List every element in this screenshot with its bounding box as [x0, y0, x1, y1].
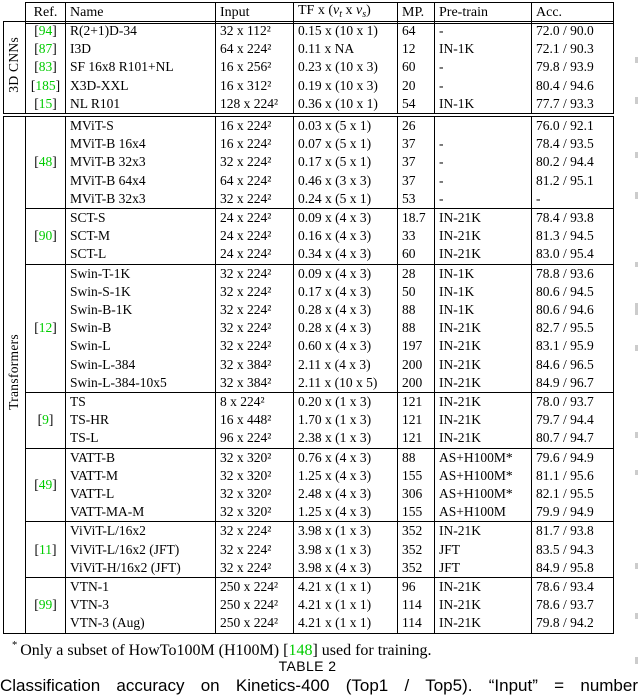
model-name-cell: R(2+1)D-34: [66, 22, 216, 41]
table-row: [4, 264, 614, 283]
pretrain-dataset-cell: AS+H100M*: [435, 485, 532, 503]
input-size-cell: 32 x 224²: [216, 559, 294, 578]
table-row: [4, 356, 614, 374]
page-edge-artifact: [635, 432, 638, 438]
param-count-cell: 88: [398, 301, 435, 319]
section-label-text: Transformers: [6, 334, 22, 411]
citation-link[interactable]: 49: [38, 476, 53, 492]
param-count-cell: 197: [398, 337, 435, 355]
page-edge-artifact: [635, 345, 638, 351]
table-row: [4, 58, 614, 76]
model-name-cell: Swin-B: [66, 319, 216, 337]
param-count-cell: 20: [398, 77, 435, 95]
table-footnote: [12, 636, 612, 660]
header-tf-part: TF x (: [298, 3, 333, 18]
ref-cell: [11]: [26, 522, 66, 578]
model-name-cell: TS: [66, 393, 216, 412]
input-size-cell: 32 x 224²: [216, 301, 294, 319]
param-count-cell: 37: [398, 153, 435, 171]
input-size-cell: 32 x 224²: [216, 190, 294, 209]
tflops-views-cell: 0.17 x (4 x 3): [294, 283, 398, 301]
tflops-views-cell: 0.17 x (5 x 1): [294, 153, 398, 171]
ref-cell: [9]: [26, 393, 66, 449]
pretrain-dataset-cell: IN-21K: [435, 578, 532, 597]
pretrain-dataset-cell: IN-21K: [435, 614, 532, 633]
accuracy-cell: 80.6 / 94.5: [532, 283, 614, 301]
table-caption: Classification accuracy on Kinetics-400 (Top1 / Top5). “Input” = number: [0, 676, 638, 695]
accuracy-cell: 80.4 / 94.6: [532, 77, 614, 95]
param-count-cell: 121: [398, 393, 435, 412]
param-count-cell: 155: [398, 467, 435, 485]
accuracy-cell: 84.9 / 95.8: [532, 559, 614, 578]
table-row: [4, 411, 614, 429]
accuracy-cell: 80.6 / 94.6: [532, 301, 614, 319]
input-size-cell: 128 x 224²: [216, 95, 294, 114]
model-name-cell: NL R101: [66, 95, 216, 114]
input-size-cell: 32 x 224²: [216, 319, 294, 337]
input-size-cell: 64 x 224²: [216, 40, 294, 58]
citation-link[interactable]: 87: [38, 41, 53, 57]
accuracy-cell: 79.6 / 94.9: [532, 448, 614, 467]
input-size-cell: 32 x 320²: [216, 467, 294, 485]
tflops-views-cell: 4.21 x (1 x 1): [294, 596, 398, 614]
model-name-cell: VATT-MA-M: [66, 503, 216, 522]
table-row: [4, 227, 614, 245]
pretrain-dataset-cell: IN-21K: [435, 337, 532, 355]
accuracy-cell: 80.2 / 94.4: [532, 153, 614, 171]
ref-cell: [12]: [26, 264, 66, 392]
accuracy-cell: 84.9 / 96.7: [532, 374, 614, 393]
page-edge-artifact: [635, 97, 638, 104]
param-count-cell: 306: [398, 485, 435, 503]
pretrain-dataset-cell: [435, 117, 532, 136]
input-size-cell: 32 x 224²: [216, 522, 294, 541]
pretrain-dataset-cell: IN-21K: [435, 411, 532, 429]
tflops-views-cell: 1.70 x (1 x 3): [294, 411, 398, 429]
accuracy-cell: 77.7 / 93.3: [532, 95, 614, 114]
accuracy-cell: 78.6 / 93.4: [532, 578, 614, 597]
param-count-cell: 155: [398, 503, 435, 522]
model-name-cell: VTN-3 (Aug): [66, 614, 216, 633]
tflops-views-cell: 0.16 x (4 x 3): [294, 227, 398, 245]
header-tf-part: ): [366, 3, 371, 18]
header-mp: MP.: [398, 3, 435, 24]
input-size-cell: 32 x 224²: [216, 264, 294, 283]
input-size-cell: 8 x 224²: [216, 393, 294, 412]
header-name: Name: [66, 3, 216, 24]
tflops-views-cell: 0.20 x (1 x 3): [294, 393, 398, 412]
input-size-cell: 32 x 224²: [216, 541, 294, 559]
tflops-views-cell: 0.03 x (5 x 1): [294, 117, 398, 136]
accuracy-cell: 72.0 / 90.0: [532, 22, 614, 41]
param-count-cell: 37: [398, 135, 435, 153]
tflops-views-cell: 2.11 x (4 x 3): [294, 356, 398, 374]
model-name-cell: SCT-M: [66, 227, 216, 245]
table-row: [4, 374, 614, 393]
model-name-cell: SCT-L: [66, 245, 216, 264]
tflops-views-cell: 3.98 x (1 x 3): [294, 541, 398, 559]
citation-link[interactable]: 99: [38, 597, 53, 613]
input-size-cell: 16 x 224²: [216, 117, 294, 136]
accuracy-cell: 72.1 / 90.3: [532, 40, 614, 58]
model-name-cell: X3D-XXL: [66, 77, 216, 95]
input-size-cell: 32 x 224²: [216, 337, 294, 355]
tflops-views-cell: 0.34 x (4 x 3): [294, 245, 398, 264]
param-count-cell: 60: [398, 245, 435, 264]
param-count-cell: 60: [398, 58, 435, 76]
model-name-cell: MViT-B 64x4: [66, 172, 216, 190]
tflops-views-cell: 3.98 x (1 x 3): [294, 522, 398, 541]
pretrain-dataset-cell: IN-21K: [435, 596, 532, 614]
citation-link[interactable]: 11: [39, 541, 52, 557]
header-pretrain: Pre-train: [435, 3, 532, 24]
tflops-views-cell: 0.19 x (10 x 3): [294, 77, 398, 95]
input-size-cell: 16 x 448²: [216, 411, 294, 429]
footnote-asterisk: *: [12, 640, 18, 651]
header-tf-part: v: [356, 3, 363, 18]
param-count-cell: 88: [398, 319, 435, 337]
param-count-cell: 114: [398, 614, 435, 633]
accuracy-cell: 78.8 / 93.6: [532, 264, 614, 283]
ref-cell: [94]: [26, 22, 66, 41]
accuracy-cell: 81.1 / 95.6: [532, 467, 614, 485]
pretrain-dataset-cell: IN-21K: [435, 393, 532, 412]
section-side-label: [4, 117, 26, 634]
model-name-cell: VATT-M: [66, 467, 216, 485]
table-row: [4, 153, 614, 171]
ref-cell: [99]: [26, 578, 66, 634]
footnote-text-post: ] used for training.: [312, 642, 432, 659]
model-name-cell: ViViT-H/16x2 (JFT): [66, 559, 216, 578]
table-row: [4, 190, 614, 209]
table-row: [4, 22, 614, 41]
pretrain-dataset-cell: -: [435, 190, 532, 209]
param-count-cell: 18.7: [398, 209, 435, 228]
table-row: [4, 467, 614, 485]
model-name-cell: SF 16x8 R101+NL: [66, 58, 216, 76]
accuracy-cell: 82.7 / 95.5: [532, 319, 614, 337]
accuracy-cell: -: [532, 190, 614, 209]
citation-link[interactable]: 94: [38, 23, 53, 38]
pretrain-dataset-cell: -: [435, 58, 532, 76]
page-edge-artifact: [635, 152, 638, 158]
ref-cell: [15]: [26, 95, 66, 114]
input-size-cell: 32 x 384²: [216, 356, 294, 374]
tflops-views-cell: 0.24 x (5 x 1): [294, 190, 398, 209]
accuracy-cell: 83.5 / 94.3: [532, 541, 614, 559]
accuracy-cell: 84.6 / 96.5: [532, 356, 614, 374]
table-row: [4, 448, 614, 467]
header-tf-part: s: [362, 9, 367, 20]
model-name-cell: MViT-B 32x3: [66, 153, 216, 171]
accuracy-cell: 81.7 / 93.8: [532, 522, 614, 541]
accuracy-cell: 82.1 / 95.5: [532, 485, 614, 503]
ref-cell: [48]: [26, 117, 66, 209]
tflops-views-cell: 4.21 x (1 x 1): [294, 578, 398, 597]
tflops-views-cell: 0.09 x (4 x 3): [294, 209, 398, 228]
header-input: Input: [216, 3, 294, 24]
table-row: [4, 209, 614, 228]
tflops-views-cell: 0.46 x (3 x 3): [294, 172, 398, 190]
param-count-cell: 200: [398, 374, 435, 393]
tflops-views-cell: 0.60 x (4 x 3): [294, 337, 398, 355]
param-count-cell: 12: [398, 40, 435, 58]
pretrain-dataset-cell: -: [435, 153, 532, 171]
model-name-cell: TS-L: [66, 429, 216, 448]
accuracy-cell: 83.1 / 95.9: [532, 337, 614, 355]
input-size-cell: 32 x 224²: [216, 283, 294, 301]
model-name-cell: MViT-B 16x4: [66, 135, 216, 153]
pretrain-dataset-cell: AS+H100M*: [435, 448, 532, 467]
tflops-views-cell: 2.38 x (1 x 3): [294, 429, 398, 448]
citation-link[interactable]: 185: [35, 77, 56, 93]
transformers-section-table: [3, 116, 614, 634]
page-edge-artifact: [635, 57, 638, 63]
accuracy-cell: 79.8 / 94.2: [532, 614, 614, 633]
pretrain-dataset-cell: IN-1K: [435, 40, 532, 58]
tflops-views-cell: 0.09 x (4 x 3): [294, 264, 398, 283]
input-size-cell: 96 x 224²: [216, 429, 294, 448]
tflops-views-cell: 1.25 x (4 x 3): [294, 467, 398, 485]
param-count-cell: 26: [398, 117, 435, 136]
input-size-cell: 250 x 224²: [216, 614, 294, 633]
pretrain-dataset-cell: IN-1K: [435, 264, 532, 283]
model-name-cell: ViViT-L/16x2 (JFT): [66, 541, 216, 559]
param-count-cell: 28: [398, 264, 435, 283]
param-count-cell: 96: [398, 578, 435, 597]
accuracy-cell: 83.0 / 95.4: [532, 245, 614, 264]
pretrain-dataset-cell: JFT: [435, 541, 532, 559]
model-name-cell: VTN-1: [66, 578, 216, 597]
header-row: [26, 3, 614, 24]
model-name-cell: VTN-3: [66, 596, 216, 614]
table-row: [4, 578, 614, 597]
accuracy-cell: 78.4 / 93.5: [532, 135, 614, 153]
table-row: [4, 95, 614, 114]
pretrain-dataset-cell: IN-1K: [435, 283, 532, 301]
model-name-cell: Swin-S-1K: [66, 283, 216, 301]
tflops-views-cell: 0.28 x (4 x 3): [294, 301, 398, 319]
tflops-views-cell: 3.98 x (4 x 3): [294, 559, 398, 578]
tflops-views-cell: 0.23 x (10 x 3): [294, 58, 398, 76]
param-count-cell: 121: [398, 429, 435, 448]
input-size-cell: 64 x 224²: [216, 172, 294, 190]
tflops-views-cell: 0.11 x NA: [294, 40, 398, 58]
pretrain-dataset-cell: IN-1K: [435, 301, 532, 319]
accuracy-cell: 79.8 / 93.9: [532, 58, 614, 76]
pretrain-dataset-cell: IN-21K: [435, 209, 532, 228]
pretrain-dataset-cell: -: [435, 135, 532, 153]
tflops-views-cell: 0.28 x (4 x 3): [294, 319, 398, 337]
table-row: [4, 301, 614, 319]
header-acc: Acc.: [532, 3, 614, 24]
ref-cell: [83]: [26, 58, 66, 76]
model-name-cell: ViViT-L/16x2: [66, 522, 216, 541]
citation-link[interactable]: 83: [38, 59, 53, 75]
param-count-cell: 200: [398, 356, 435, 374]
page-edge-artifact: [635, 262, 638, 267]
table-row: [4, 614, 614, 633]
input-size-cell: 24 x 224²: [216, 227, 294, 245]
param-count-cell: 54: [398, 95, 435, 114]
table-number-label: TABLE 2: [278, 658, 337, 674]
citation-link[interactable]: 12: [38, 320, 53, 336]
model-name-cell: VATT-B: [66, 448, 216, 467]
param-count-cell: 64: [398, 22, 435, 41]
table-row: [4, 503, 614, 522]
footnote-text-pre: Only a subset of HowTo100M (H100M) [: [20, 642, 289, 659]
header-tf-part: x: [342, 3, 356, 18]
tflops-views-cell: 2.11 x (10 x 5): [294, 374, 398, 393]
param-count-cell: 114: [398, 596, 435, 614]
table-row: [4, 522, 614, 541]
input-size-cell: 250 x 224²: [216, 578, 294, 597]
table-row: [4, 541, 614, 559]
page-edge-artifact: [635, 613, 638, 619]
param-count-cell: 352: [398, 559, 435, 578]
table-row: [4, 40, 614, 58]
pretrain-dataset-cell: IN-21K: [435, 522, 532, 541]
cnn-section-table: [3, 21, 614, 114]
pretrain-dataset-cell: -: [435, 77, 532, 95]
tflops-views-cell: 0.07 x (5 x 1): [294, 135, 398, 153]
accuracy-cell: 81.2 / 95.1: [532, 172, 614, 190]
pretrain-dataset-cell: IN-21K: [435, 356, 532, 374]
model-name-cell: VATT-L: [66, 485, 216, 503]
param-count-cell: 88: [398, 448, 435, 467]
input-size-cell: 16 x 312²: [216, 77, 294, 95]
pretrain-dataset-cell: IN-21K: [435, 319, 532, 337]
ref-cell: [49]: [26, 448, 66, 522]
accuracy-cell: 80.7 / 94.7: [532, 429, 614, 448]
model-name-cell: TS-HR: [66, 411, 216, 429]
ref-cell: [185]: [26, 77, 66, 95]
pretrain-dataset-cell: -: [435, 172, 532, 190]
input-size-cell: 16 x 256²: [216, 58, 294, 76]
input-size-cell: 16 x 224²: [216, 135, 294, 153]
citation-link[interactable]: 15: [38, 95, 53, 111]
page-edge-artifact: [635, 470, 638, 475]
model-name-cell: Swin-B-1K: [66, 301, 216, 319]
page-edge-artifact: [635, 303, 638, 315]
table-row: [4, 393, 614, 412]
accuracy-cell: 78.0 / 93.7: [532, 393, 614, 412]
input-size-cell: 32 x 320²: [216, 485, 294, 503]
pretrain-dataset-cell: IN-21K: [435, 245, 532, 264]
model-name-cell: Swin-T-1K: [66, 264, 216, 283]
tflops-views-cell: 0.15 x (10 x 1): [294, 22, 398, 41]
input-size-cell: 24 x 224²: [216, 245, 294, 264]
table-row: [4, 429, 614, 448]
table-row: [4, 172, 614, 190]
pretrain-dataset-cell: IN-21K: [435, 374, 532, 393]
input-size-cell: 250 x 224²: [216, 596, 294, 614]
pretrain-dataset-cell: IN-21K: [435, 227, 532, 245]
table-row: [4, 283, 614, 301]
table-row: [4, 77, 614, 95]
pretrain-dataset-cell: IN-1K: [435, 95, 532, 114]
accuracy-cell: 76.0 / 92.1: [532, 117, 614, 136]
tflops-views-cell: 0.36 x (10 x 1): [294, 95, 398, 114]
model-name-cell: MViT-S: [66, 117, 216, 136]
header-tf-part: t: [339, 9, 342, 20]
param-count-cell: 50: [398, 283, 435, 301]
model-name-cell: Swin-L-384-10x5: [66, 374, 216, 393]
header-ref: Ref.: [26, 3, 66, 24]
table-row: [4, 559, 614, 578]
input-size-cell: 32 x 112²: [216, 22, 294, 41]
page-edge-artifact: [635, 657, 638, 664]
param-count-cell: 33: [398, 227, 435, 245]
tflops-views-cell: 4.21 x (1 x 1): [294, 614, 398, 633]
table-row: [4, 135, 614, 153]
param-count-cell: 53: [398, 190, 435, 209]
pretrain-dataset-cell: JFT: [435, 559, 532, 578]
accuracy-cell: 78.6 / 93.7: [532, 596, 614, 614]
citation-link-148[interactable]: 148: [288, 642, 313, 659]
param-count-cell: 352: [398, 541, 435, 559]
pretrain-dataset-cell: -: [435, 22, 532, 41]
ref-cell: [87]: [26, 40, 66, 58]
table-row: [4, 319, 614, 337]
header-tf: [294, 3, 398, 24]
tflops-views-cell: 0.76 x (4 x 3): [294, 448, 398, 467]
input-size-cell: 32 x 384²: [216, 374, 294, 393]
model-name-cell: Swin-L: [66, 337, 216, 355]
table-row: [4, 596, 614, 614]
accuracy-cell: 78.4 / 93.8: [532, 209, 614, 228]
tflops-views-cell: 2.48 x (4 x 3): [294, 485, 398, 503]
accuracy-cell: 81.3 / 94.5: [532, 227, 614, 245]
pretrain-dataset-cell: AS+H100M: [435, 503, 532, 522]
accuracy-cell: 79.7 / 94.4: [532, 411, 614, 429]
input-size-cell: 32 x 224²: [216, 153, 294, 171]
citation-link[interactable]: 9: [42, 412, 49, 428]
header-tf-part: v: [333, 3, 340, 18]
input-size-cell: 32 x 320²: [216, 503, 294, 522]
param-count-cell: 121: [398, 411, 435, 429]
section-side-label: [4, 22, 26, 114]
citation-link[interactable]: 48: [38, 154, 53, 170]
citation-link[interactable]: 90: [38, 228, 53, 244]
accuracy-cell: 79.9 / 94.9: [532, 503, 614, 522]
tflops-views-cell: 1.25 x (4 x 3): [294, 503, 398, 522]
table-row: [4, 117, 614, 136]
model-name-cell: MViT-B 32x3: [66, 190, 216, 209]
ref-cell: [90]: [26, 209, 66, 265]
input-size-cell: 24 x 224²: [216, 209, 294, 228]
table-row: [4, 485, 614, 503]
param-count-cell: 352: [398, 522, 435, 541]
table-row: [4, 337, 614, 355]
page-edge-artifact: [635, 192, 638, 199]
input-size-cell: 32 x 320²: [216, 448, 294, 467]
pretrain-dataset-cell: AS+H100M*: [435, 467, 532, 485]
param-count-cell: 37: [398, 172, 435, 190]
page-edge-artifact: [635, 563, 638, 569]
model-name-cell: SCT-S: [66, 209, 216, 228]
model-name-cell: I3D: [66, 40, 216, 58]
section-label-text: 3D CNNs: [6, 37, 22, 93]
table-row: [4, 245, 614, 264]
model-name-cell: Swin-L-384: [66, 356, 216, 374]
pretrain-dataset-cell: IN-21K: [435, 429, 532, 448]
